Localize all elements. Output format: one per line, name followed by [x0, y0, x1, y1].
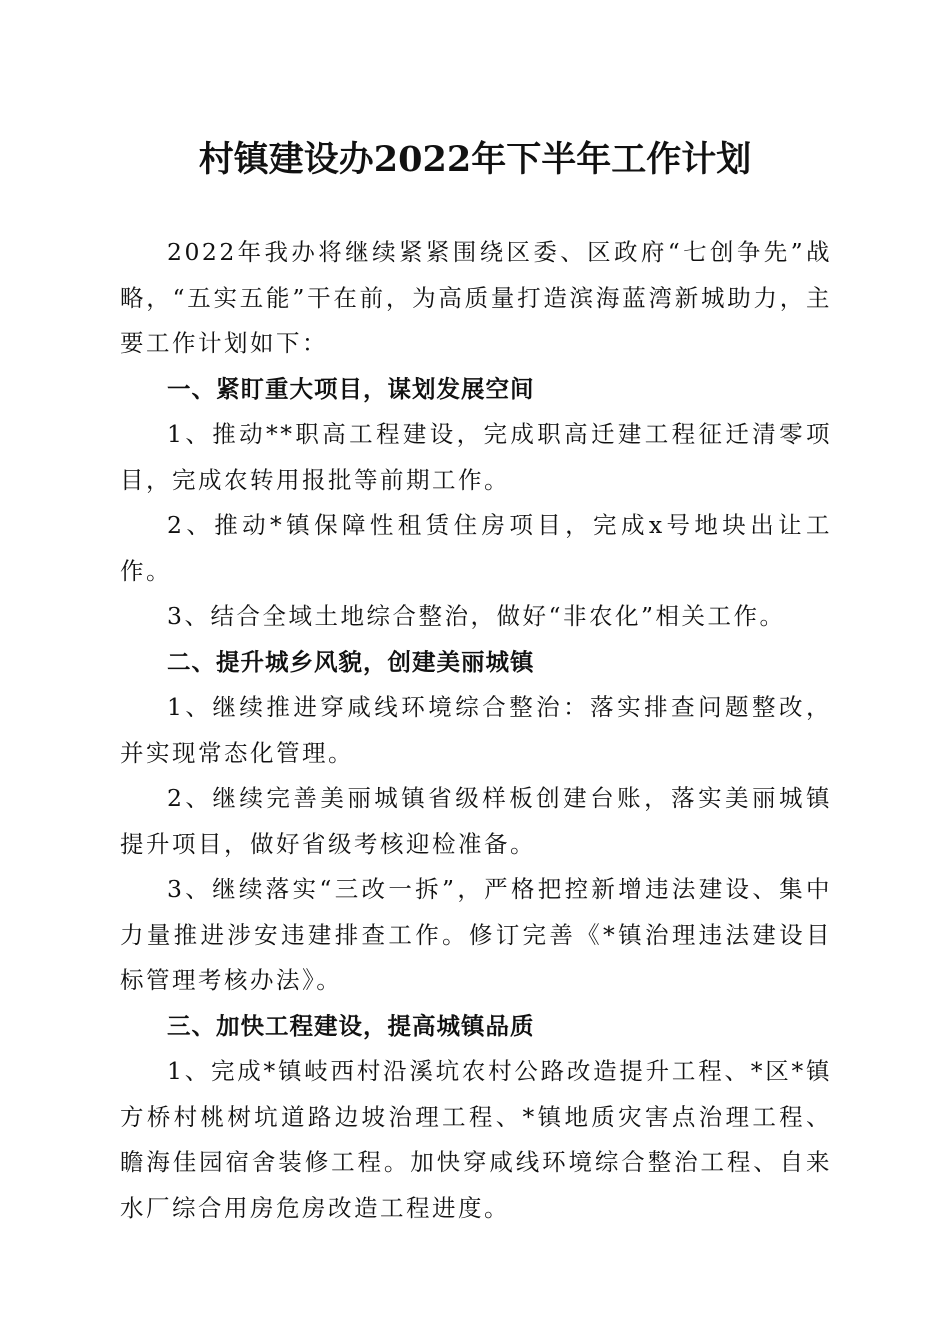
section-item: 1、继续推进穿咸线环境综合整治：落实排查问题整改，并实现常态化管理。 — [120, 693, 832, 767]
section-heading: 一、紧盯重大项目，谋划发展空间 — [167, 374, 535, 403]
section-item: 1、推动**职高工程建设，完成职高迁建工程征迁清零项目，完成农转用报批等前期工作。 — [120, 420, 832, 494]
section-item: 1、完成*镇岐西村沿溪坑农村公路改造提升工程、*区*镇方桥村桃树坑道路边坡治理工程、*镇地质灾害点治理工程、瞻海佳园宿舍装修工程。加快穿咸线环境综合整治工程、自来水厂综合用房危房改造工程进度。 — [120, 1057, 832, 1222]
intro-paragraph: 2022年我办将继续紧紧围绕区委、区政府“七创争先”战略，“五实五能”干在前，为高质量打造滨海蓝湾新城助力，主要工作计划如下： — [120, 238, 832, 357]
section-heading: 三、加快工程建设，提高城镇品质 — [167, 1011, 535, 1040]
section-item: 3、结合全域土地综合整治，做好“非农化”相关工作。 — [167, 602, 786, 630]
section-item: 3、继续落实“三改一拆”，严格把控新增违法建设、集中力量推进涉安违建排查工作。修订完善《*镇治理违法建设目标管理考核办法》。 — [120, 875, 832, 994]
document-title: 村镇建设办2022年下半年工作计划 — [198, 139, 752, 180]
document-body — [120, 230, 832, 1231]
section-item: 2、继续完善美丽城镇省级样板创建台账，落实美丽城镇提升项目，做好省级考核迎检准备。 — [120, 784, 832, 858]
section-heading: 二、提升城乡风貌，创建美丽城镇 — [167, 647, 535, 676]
section-item: 2、推动*镇保障性租赁住房项目，完成x号地块出让工作。 — [120, 511, 832, 585]
